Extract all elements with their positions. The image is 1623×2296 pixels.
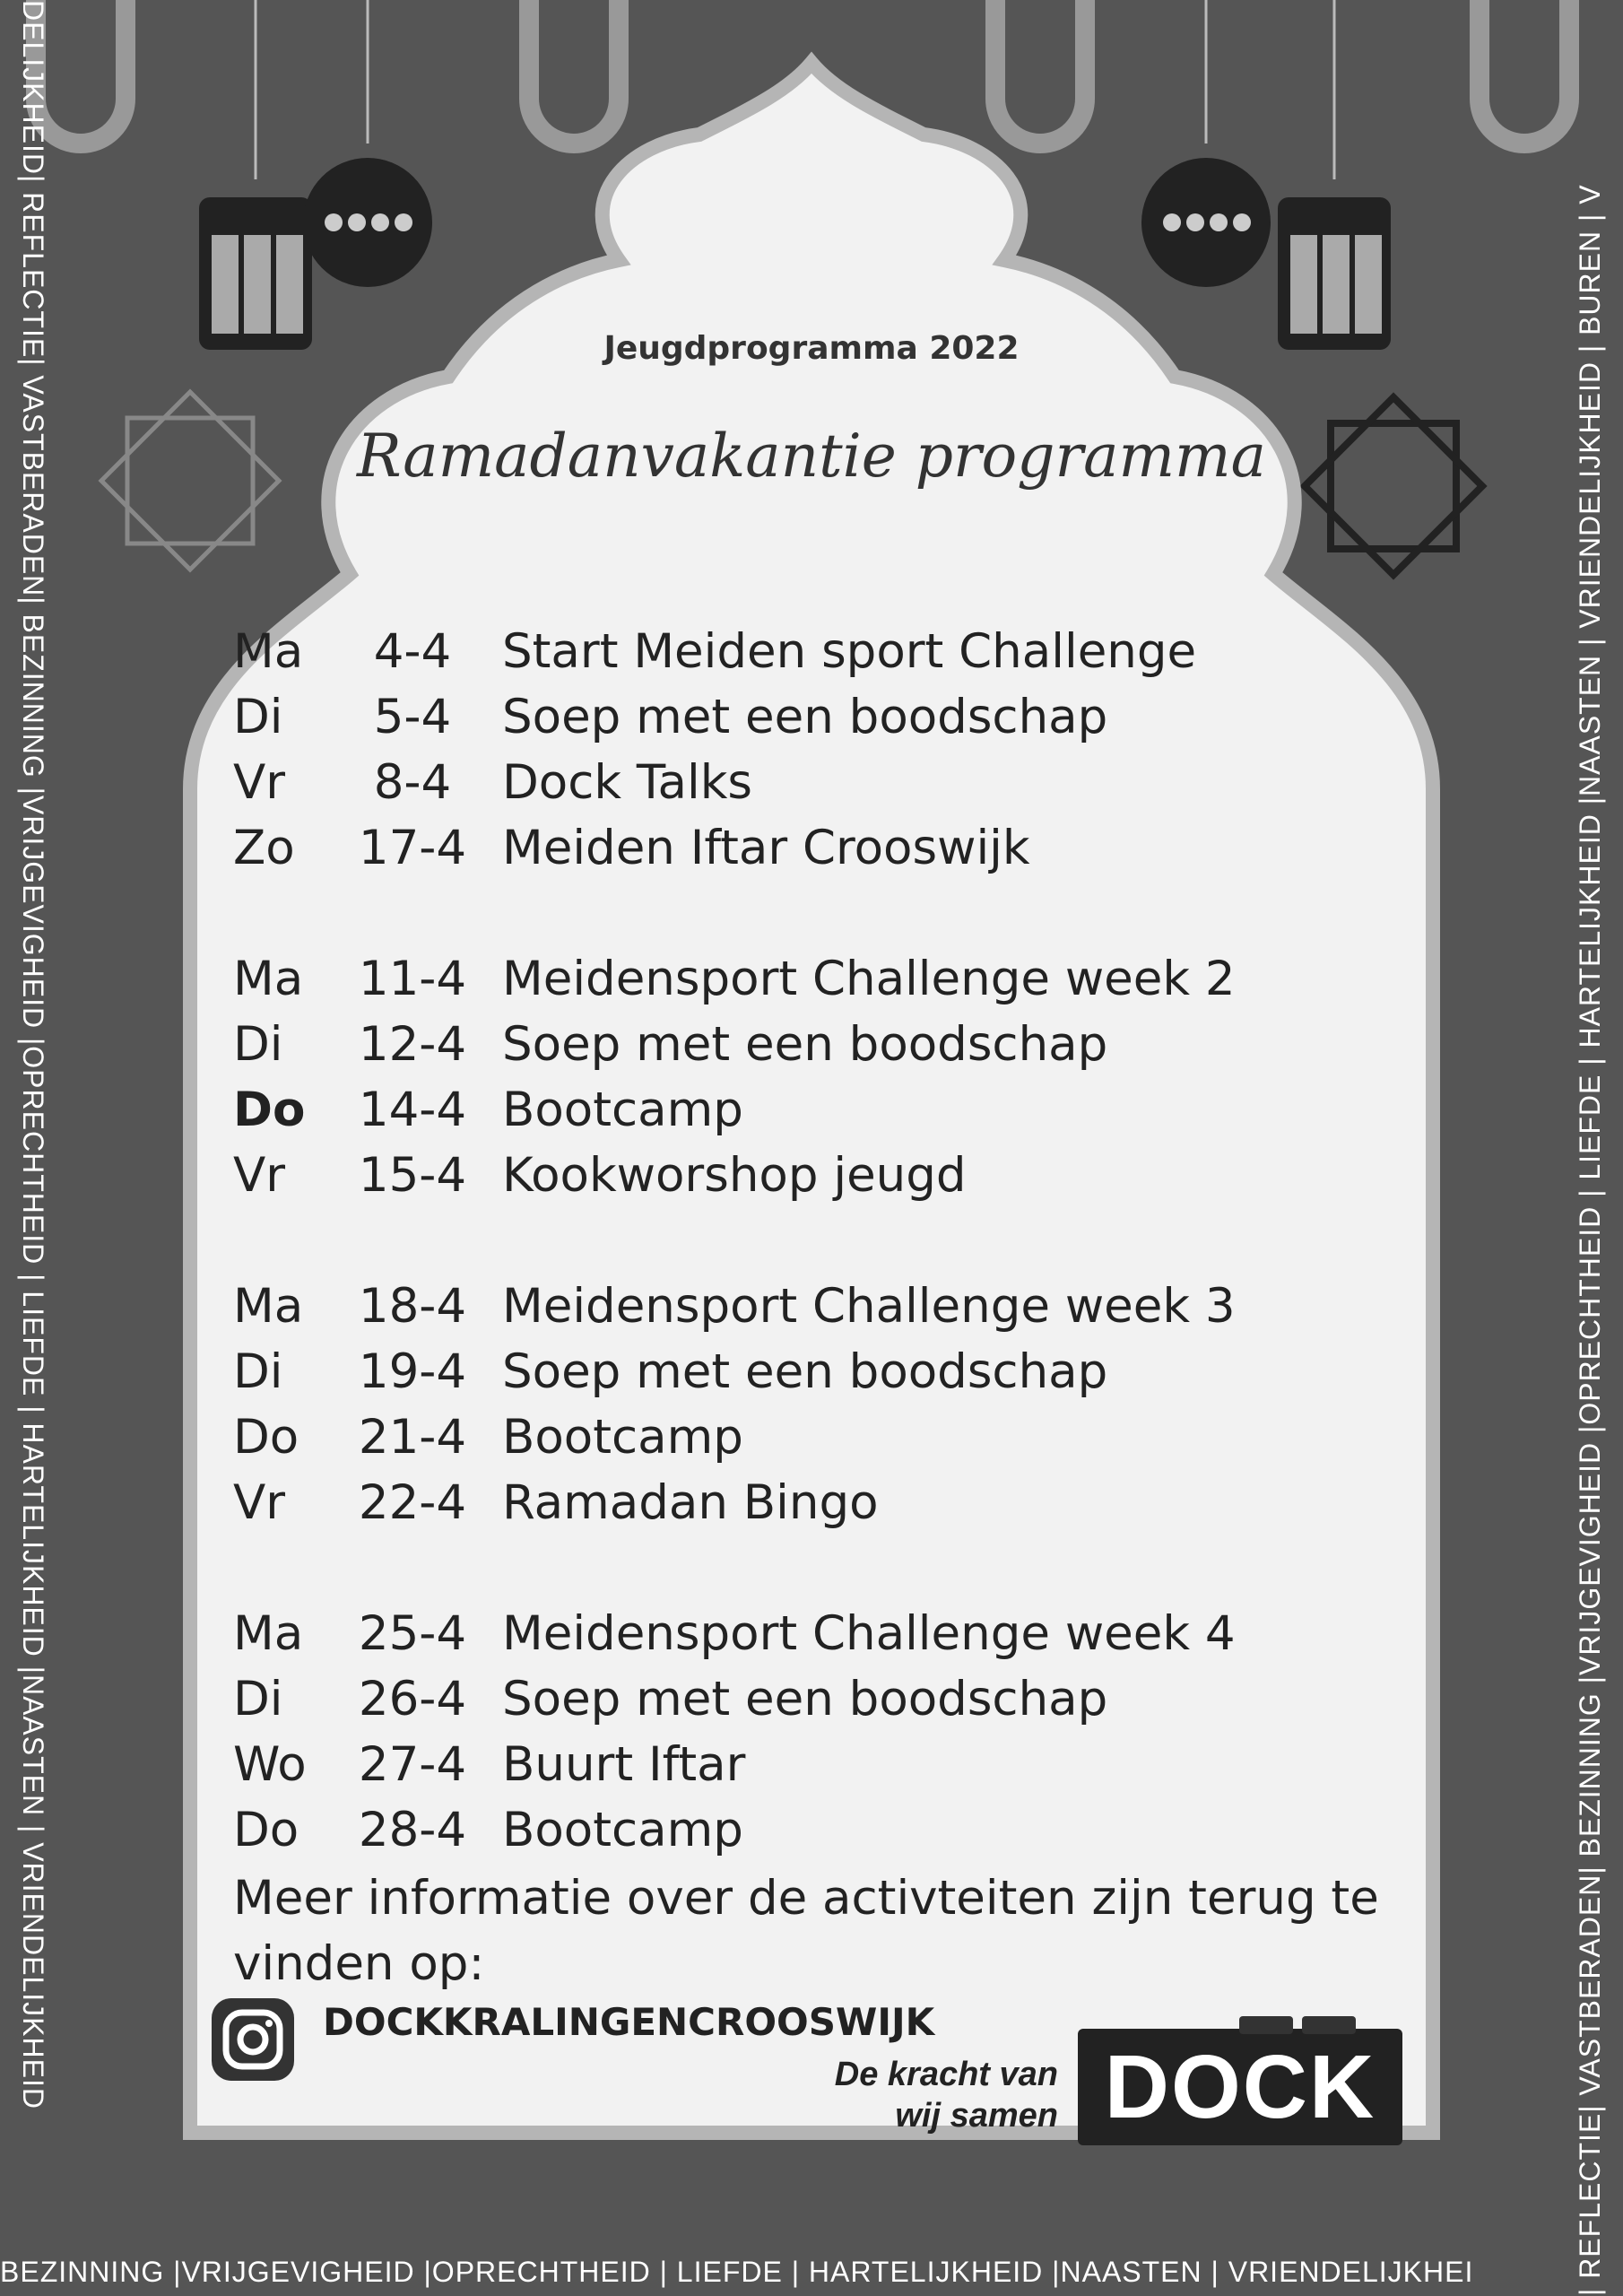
logo-tab-decoration xyxy=(1302,2016,1356,2034)
hanger-left-2 xyxy=(529,0,619,144)
week-separator xyxy=(233,881,1236,946)
side-values-right: | REFLECTIE| VASTBERADEN| BEZINNING |VRIJGEVIGHEID |OPRECHTHEID | LIEFDE | HARTELIJKHEID |NAASTEN | VRIENDELIJKHEID | BUREN | V xyxy=(1574,184,1606,2296)
dock-logo-text: DOCK xyxy=(1104,2037,1376,2137)
schedule-row: Wo 27-4 Buurt Iftar xyxy=(233,1737,746,1792)
schedule-row: Do 14-4 Bootcamp xyxy=(233,1083,743,1137)
round-lantern-left-icon xyxy=(303,0,432,287)
hanger-left-1 xyxy=(36,0,126,144)
schedule-row: Vr 22-4 Ramadan Bingo xyxy=(233,1475,879,1530)
schedule-row: Do 28-4 Bootcamp xyxy=(233,1803,743,1857)
schedule-row: Ma 4-4 Start Meiden sport Challenge xyxy=(233,624,1197,679)
schedule-row: Do 21-4 Bootcamp xyxy=(233,1410,743,1465)
schedule-list xyxy=(233,619,1236,1863)
hanger-right-1 xyxy=(995,0,1085,144)
slogan xyxy=(780,2054,1058,2136)
schedule-row: Vr 8-4 Dock Talks xyxy=(233,755,753,810)
bottom-values-band: BEZINNING |VRIJGEVIGHEID |OPRECHTHEID | LIEFDE | HARTELIJKHEID |NAASTEN | VRIENDELIJKHEI xyxy=(0,2256,1474,2288)
schedule-row: Vr 15-4 Kookworshop jeugd xyxy=(233,1148,967,1203)
side-values-left: DELIJKHEID| REFLECTIE| VASTBERADEN| BEZINNING |VRIJGEVIGHEID |OPRECHTHEID | LIEFDE | HARTELIJKHEID |NAASTEN | VRIENDELIJKHEID xyxy=(17,0,49,2109)
logo-tab-decoration xyxy=(1239,2016,1293,2034)
more-info-text: Meer informatie over de activteiten zijn terug te vinden op: xyxy=(233,1871,1379,1991)
schedule-row: Zo 17-4 Meiden Iftar Crooswijk xyxy=(233,821,1030,875)
program-subtitle: Jeugdprogramma 2022 xyxy=(603,330,1020,367)
slogan-line-1: De kracht van xyxy=(834,2056,1058,2093)
instagram-handle[interactable]: DOCKKRALINGENCROOSWIJK xyxy=(323,1999,935,2044)
instagram-icon[interactable] xyxy=(212,1998,294,2081)
lantern-right-icon xyxy=(1278,0,1391,350)
schedule-row: Di 26-4 Soep met een boodschap xyxy=(233,1672,1108,1726)
dock-logo xyxy=(1078,2029,1402,2145)
schedule-row: Di 12-4 Soep met een boodschap xyxy=(233,1017,1108,1072)
schedule-row: Ma 18-4 Meidensport Challenge week 3 xyxy=(233,1279,1236,1334)
lantern-left-icon xyxy=(199,0,312,350)
round-lantern-right-icon xyxy=(1141,0,1271,287)
hanger-right-2 xyxy=(1480,0,1569,144)
schedule-row: Di 19-4 Soep met een boodschap xyxy=(233,1344,1108,1399)
schedule-row: Ma 11-4 Meidensport Challenge week 2 xyxy=(233,952,1236,1006)
schedule-row: Di 5-4 Soep met een boodschap xyxy=(233,690,1108,744)
week-separator xyxy=(233,1208,1236,1274)
program-title: Ramadanvakantie programma xyxy=(357,422,1266,491)
schedule-row: Ma 25-4 Meidensport Challenge week 4 xyxy=(233,1606,1236,1661)
slogan-line-2: wij samen xyxy=(895,2097,1058,2135)
week-separator xyxy=(233,1535,1236,1601)
